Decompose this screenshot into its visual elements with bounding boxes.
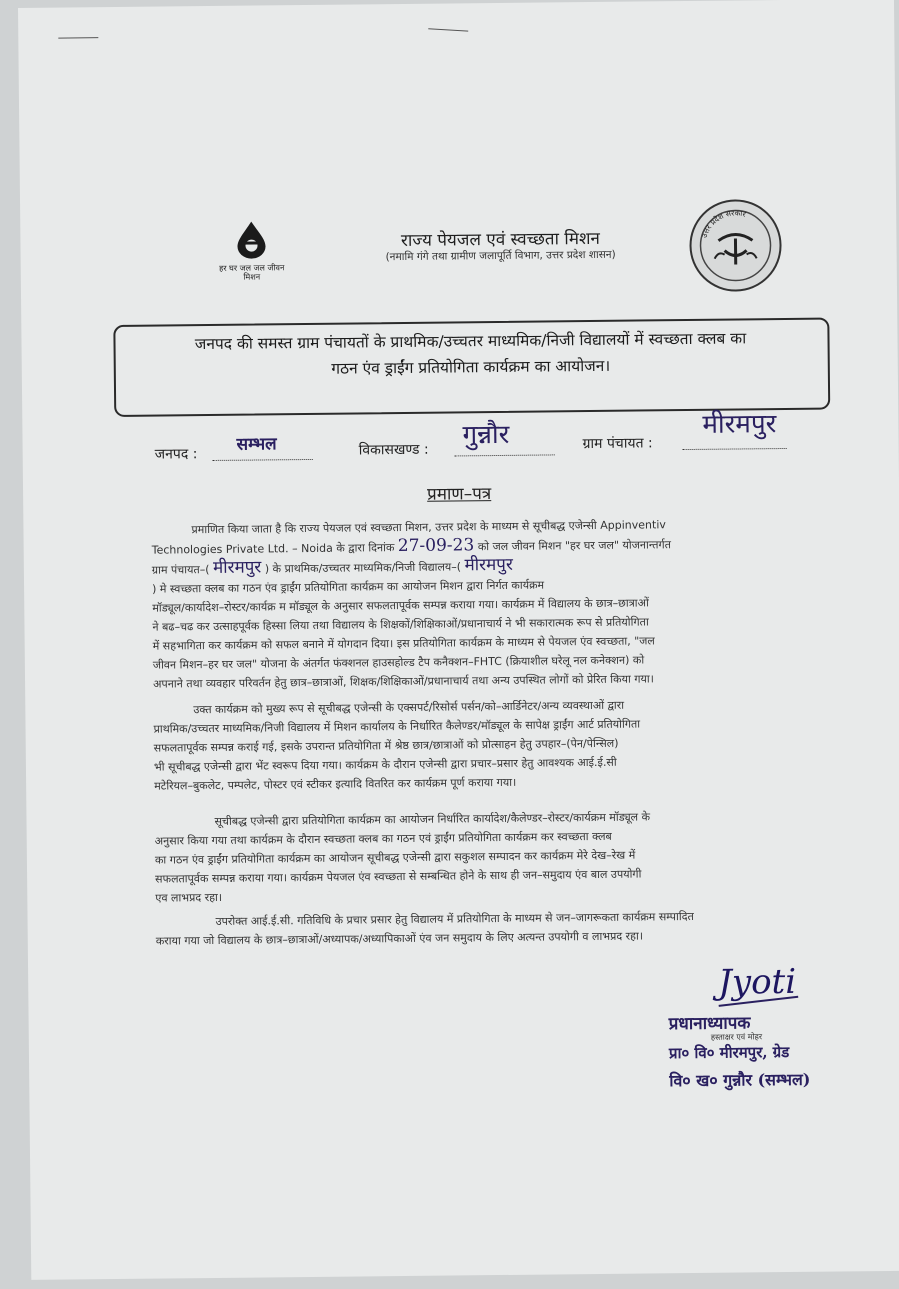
subject-line-2: गठन एंव ड्राईंग प्रतियोगिता कार्यक्रम का आयोजन। xyxy=(331,356,611,378)
p2-line: प्राथमिक/उच्चतर माध्यमिक/निजी विद्यालय में मिशन कार्यालय के निर्धारित कैलेण्डर/मॉड्यूल के सापेक्ष ड्राईंग आर्ट प्रतियोगिता xyxy=(153,717,641,736)
school-stamp xyxy=(669,1009,860,1091)
signature: Jyoti xyxy=(718,961,797,1003)
issuer-subtitle: (नमामि गंगे तथा ग्रामीण जलापूर्ति विभाग, उत्तर प्रदेश शासन) xyxy=(385,248,616,264)
up-government-seal-icon xyxy=(688,198,783,293)
p1-text: को जल जीवन मिशन "हर घर जल" योजनान्तर्गत xyxy=(477,538,672,554)
p1-text: ग्राम पंचायत–( xyxy=(151,563,210,577)
jal-jeevan-mission-logo xyxy=(216,219,287,282)
signature-caption: हस्ताक्षर एवं मोहर xyxy=(710,1032,763,1042)
certificate-title: प्रमाण–पत्र xyxy=(427,484,492,505)
p1-line: ने बढ–चढ कर उत्साहपूर्वक हिस्सा लिया तथा विद्यालय के शिक्षकों/शिक्षिकाओं/प्रधानाचार्य ने भी सकारात्मक रूप से प्रतियोगिता xyxy=(152,615,649,634)
p3-line: सफलतापूर्वक सम्पन्न कराया गया। कार्यक्रम पेयजल एंव स्वच्छता से सम्बन्धित होने के साथ ही जन–समुदाय एंव बाल उपयोगी xyxy=(155,867,642,886)
subject-line-1: जनपद की समस्त ग्राम पंचायतों के प्राथमिक/उच्चतर माध्यमिक/निजी विद्यालयों में स्वच्छता क्लब का xyxy=(194,329,747,354)
certificate-page xyxy=(18,0,899,1280)
p1-text: ) के प्राथमिक/उच्चतर माध्यमिक/निजी विद्यालय–( xyxy=(264,560,462,576)
p3-line: का गठन एंव ड्राईंग प्रतियोगिता कार्यक्रम का आयोजन सूचीबद्ध एजेन्सी द्वारा सकुशल सम्पादन कर कार्यक्रम मेरे देख–रेख में xyxy=(154,848,636,867)
logo-tagline: हर घर जल जल जीवन मिशन xyxy=(219,263,285,282)
svg-text:उत्तर प्रदेश सरकार: उत्तर प्रदेश सरकार xyxy=(699,208,747,239)
scan-mark xyxy=(58,37,98,38)
water-drop-icon xyxy=(233,219,269,259)
p1-line: ) मे स्वच्छता क्लब का गठन एंव ड्राईंग प्रतियोगिता कार्यक्रम का आयोजन मिशन द्वारा निर्गत कार्यक्रम xyxy=(152,578,545,596)
block-value: गुन्नौर xyxy=(462,419,510,451)
p4-line: उपरोक्त आई.ई.सी. गतिविधि के प्रचार प्रसार हेतु विद्यालय में प्रतियोगिता के माध्यम से जन–जागरूकता कार्यक्रम सम्पादित xyxy=(215,909,694,928)
p1-text: Technologies Private Ltd. – Noida के द्वारा दिनांक xyxy=(151,541,395,557)
p1-line: में सहभागिता कर कार्यक्रम को सफल बनाने में योगदान दिया। इस प्रतियोगिता कार्यक्रम के माध्यम से पेयजल एंव स्वच्छता, "जल xyxy=(152,634,655,653)
p3-line: अनुसार किया गया तथा कार्यक्रम के दौरान स्वच्छता क्लब का गठन एवं ड्राईंग प्रतियोगिता कार्यक्रम कर स्वच्छता क्लब xyxy=(154,829,612,848)
p1-line: जीवन मिशन–हर घर जल" योजना के अंतर्गत फंक्शनल हाउसहोल्ड टैप कनैक्शन–FHTC (क्रियाशील घरेलू नल कनेक्शन) को xyxy=(152,653,645,672)
issuer-title: राज्य पेयजल एवं स्वच्छता मिशन xyxy=(400,228,601,252)
panchayat-label: ग्राम पंचायत : xyxy=(582,435,653,453)
p3-line: सूचीबद्ध एजेन्सी द्वारा प्रतियोगिता कार्यक्रम का आयोजन निर्धारित कार्यादेश/कैलेण्डर–रोस्टर/कार्यक्रम मॉड्यूल के xyxy=(214,810,651,828)
p1-line: प्रमाणित किया जाता है कि राज्य पेयजल एवं स्वच्छता मिशन, उत्तर प्रदेश के माध्यम से सूचीबद्ध एजेन्सी Appinventiv xyxy=(191,518,666,537)
scan-mark xyxy=(428,28,468,31)
program-date: 27-09-23 xyxy=(397,535,475,557)
p2-line: भी सूचीबद्ध एजेन्सी द्वारा भेंट स्वरूप दिया गया। कार्यक्रम के दौरान एजेन्सी द्वारा प्रचार–प्रसार हेतु आवश्यक आई.ई.सी xyxy=(153,755,617,774)
stamp-block: वि० ख० गुन्नौर (सम्भल) xyxy=(669,1069,811,1091)
paragraph-2 xyxy=(153,693,862,795)
panchayat-handwritten: मीरमपुर xyxy=(212,557,262,578)
panchayat-value: मीरमपुर xyxy=(702,409,777,440)
p2-line: मटेरियल–बुकलेट, पम्पलेट, पोस्टर एवं स्टीकर इत्यादि वितरित कर कार्यक्रम पूर्ण कराया गया। xyxy=(154,775,517,793)
p2-line: सफलतापूर्वक सम्पन्न कराई गई, इसके उपरान्त प्रतियोगिता में श्रेष्ठ छात्र/छात्राओं को प्रोत्साहन हेतु उपहार–(पेन/पेन्सिल) xyxy=(153,736,619,755)
stamp-school: प्रा० वि० मीरमपुर, ग्रेड xyxy=(668,1042,790,1063)
school-handwritten: मीरमपुर xyxy=(464,554,513,576)
district-value: सम्भल xyxy=(236,434,277,455)
p1-line: अपनाने तथा व्यवहार परिवर्तन हेतु छात्र–छात्राओं, शिक्षक/शिक्षिकाओं/प्रधानाचार्य तथा अन्य उपस्थित लोगों को प्रेरित किया गया। xyxy=(153,672,654,691)
district-label: जनपद : xyxy=(154,446,198,463)
paragraph-3 xyxy=(154,805,863,907)
p3-line: एव लाभप्रद रहा। xyxy=(155,890,223,905)
stamp-designation: प्रधानाध्यापक xyxy=(668,1013,751,1035)
p1-line: मॉड्यूल/कार्यादेश–रोस्टर/कार्यक्र म मॉड्यूल के अनुसार सफलतापूर्वक सम्पन्न कराया गया। कार्यक्रम में विद्यालय के छात्र–छात्राओं xyxy=(152,596,649,615)
paragraph-1 xyxy=(151,513,861,693)
p2-line: उक्त कार्यक्रम को मुख्य रूप से सूचीबद्ध एजेन्सी के एक्सपर्ट/रिसोर्स पर्सन/को–आर्डिनेटर/अन्य व्यवस्थाओं द्वारा xyxy=(193,698,625,717)
subject-text xyxy=(125,325,816,384)
p4-line: कराया गया जो विद्यालय के छात्र–छात्राओं/अध्यापक/अध्यापिकाओं एंव जन समुदाय के लिए अत्यन्त उपयोगी व लाभप्रद रहा। xyxy=(155,929,644,948)
block-label: विकासखण्ड : xyxy=(358,441,429,459)
paragraph-4 xyxy=(155,905,863,950)
